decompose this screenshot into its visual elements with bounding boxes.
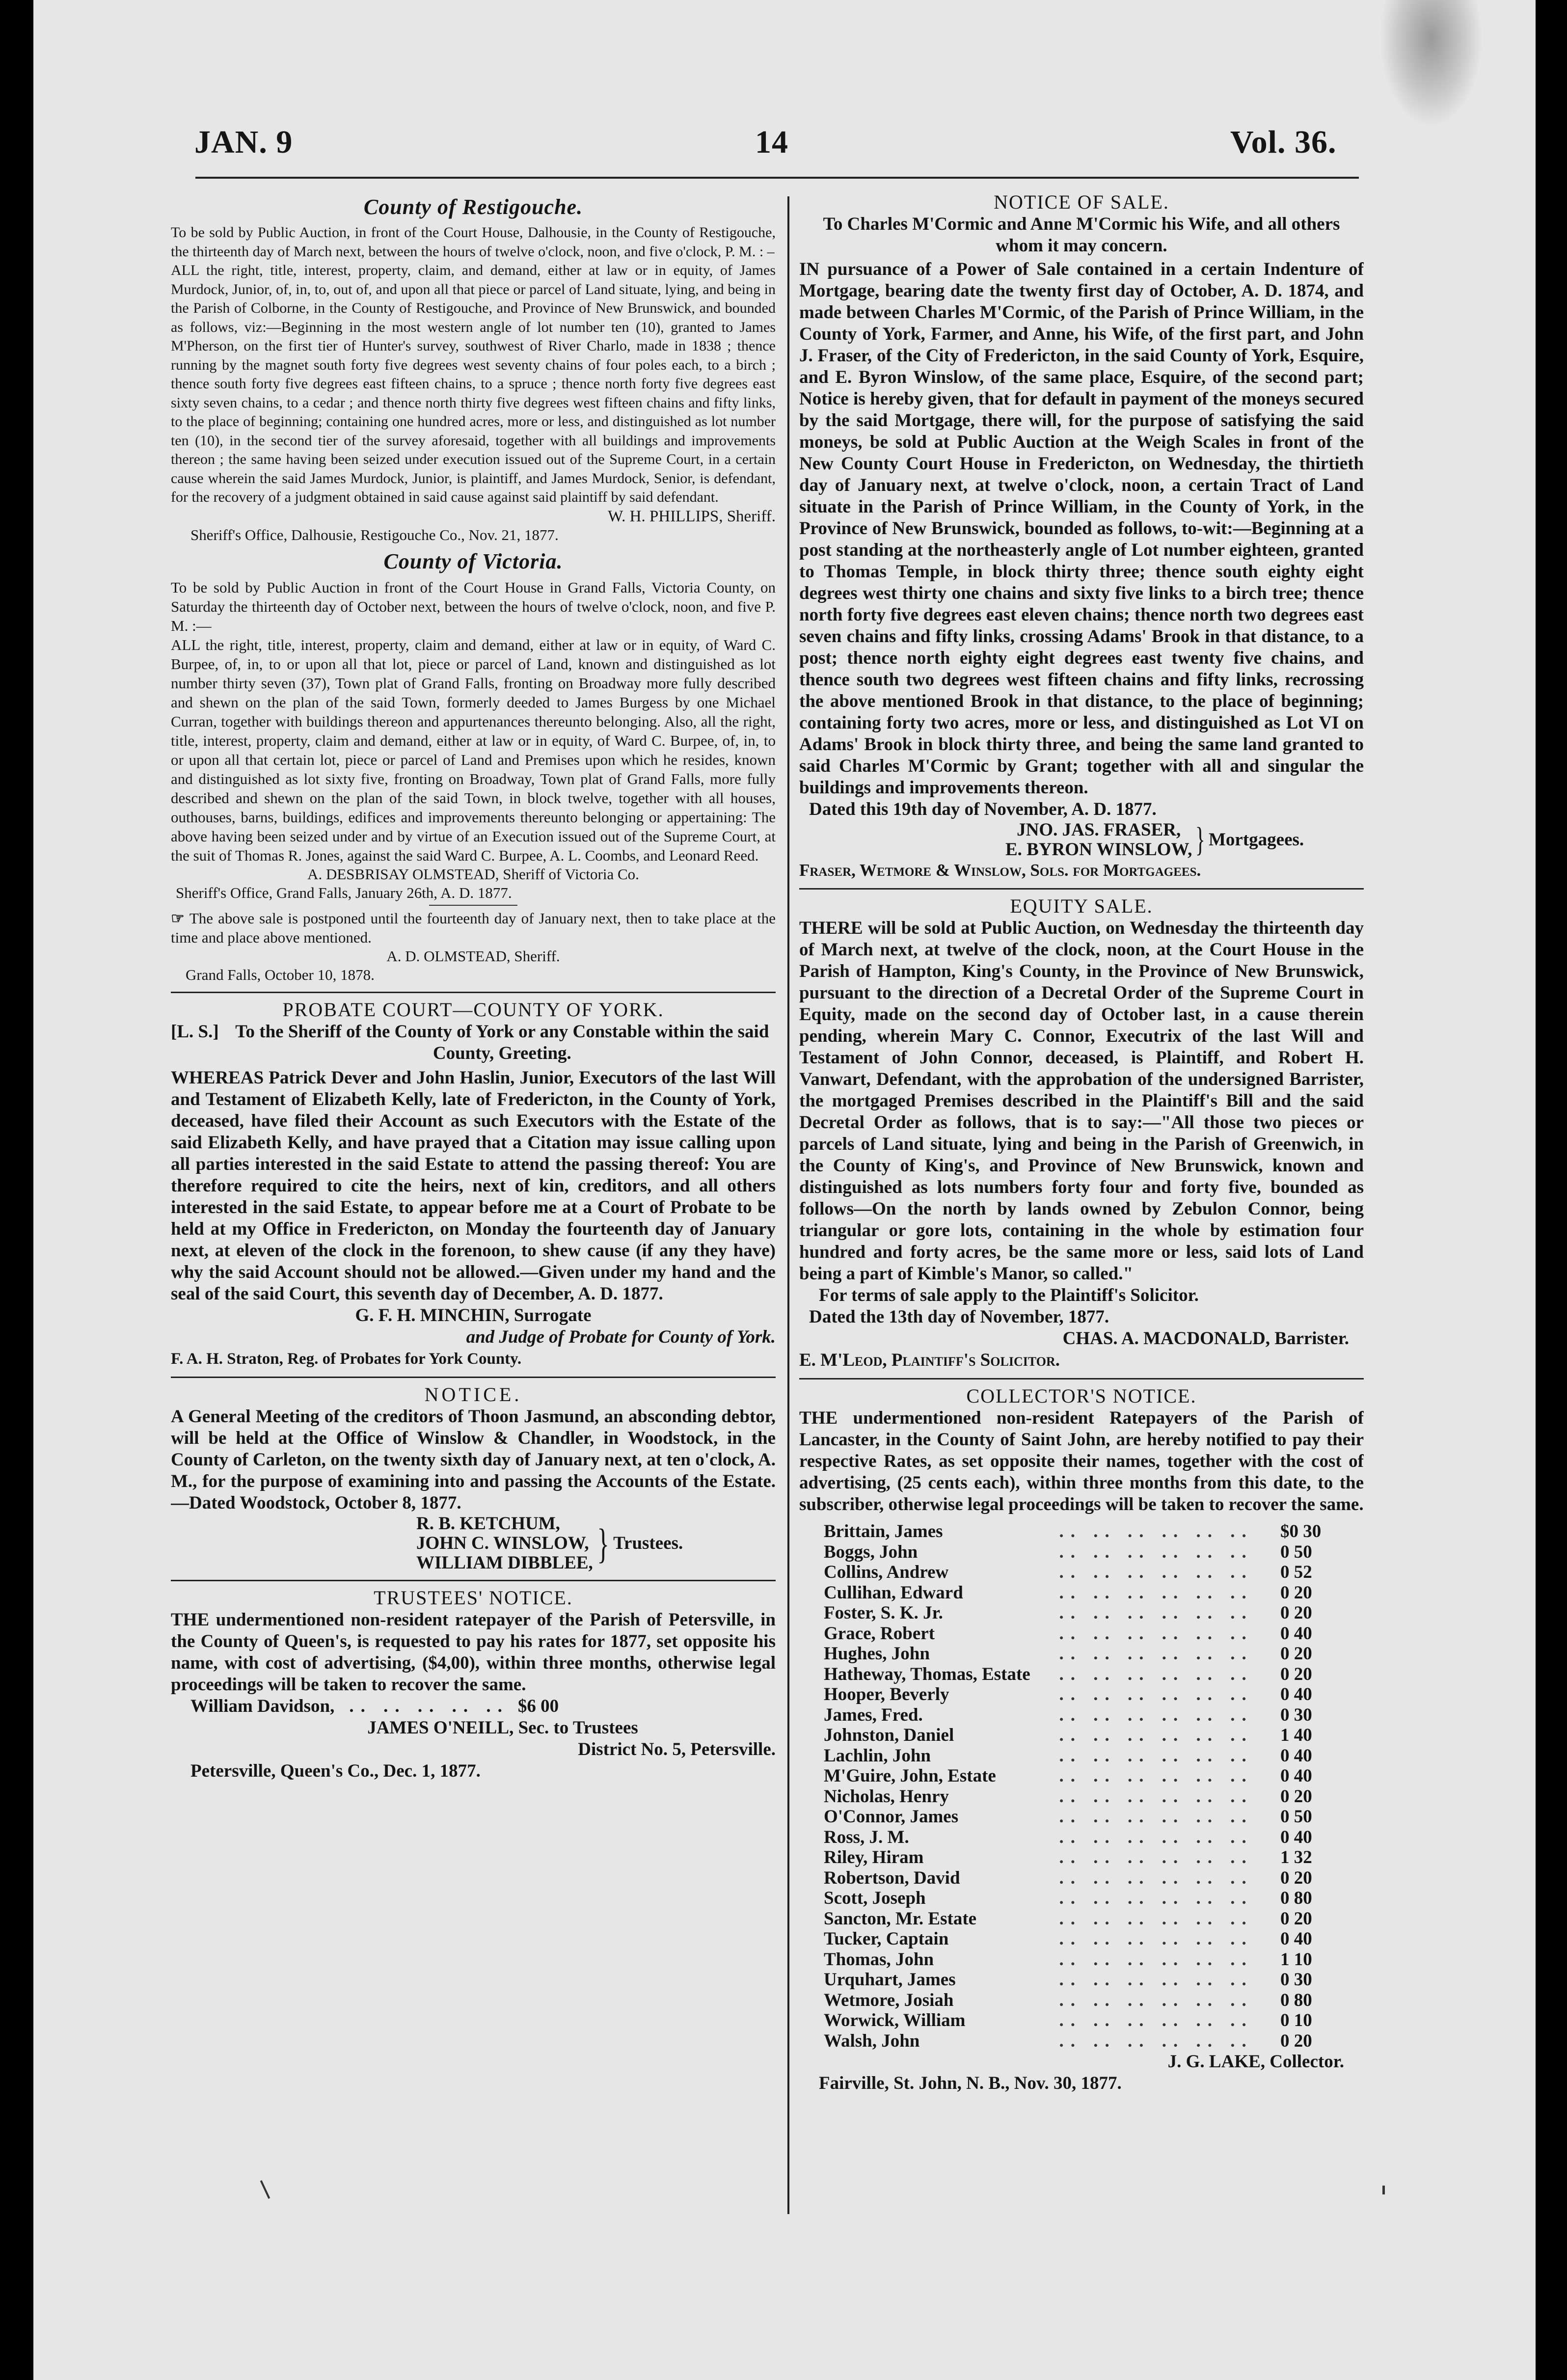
table-row	[824, 1664, 1344, 1685]
dot-leader: .. .. .. .. .. ..	[1059, 1766, 1253, 1786]
ratepayer-name: M'Guire, John, Estate	[824, 1766, 996, 1786]
victoria-dateline: Sheriff's Office, Grand Falls, January 26th, A. D. 1877.	[176, 884, 512, 901]
victoria-heading: County of Victoria.	[383, 549, 563, 573]
rate-amount: 0 20	[1280, 1603, 1312, 1623]
dot-leader: .. .. .. .. .. ..	[1059, 1970, 1253, 1990]
restigouche-signature: W. H. PHILLIPS, Sheriff.	[608, 507, 776, 525]
dot-leader: .. .. .. .. .. ..	[1059, 1786, 1253, 1807]
column-divider	[787, 196, 789, 2214]
rate-amount: 0 30	[1280, 1970, 1312, 1990]
ratepayer-name: Collins, Andrew	[824, 1562, 949, 1582]
sale-mortgagees	[1005, 820, 1364, 860]
dot-leader: .. .. .. .. .. ..	[1059, 1908, 1253, 1929]
table-row	[824, 1644, 1344, 1664]
rate-amount: 0 40	[1280, 1766, 1312, 1786]
ratepayer-name: Johnston, Daniel	[824, 1725, 954, 1745]
probate-address	[171, 1021, 776, 1064]
divider	[429, 905, 517, 906]
ratepayer-name: Grace, Robert	[824, 1623, 935, 1644]
ratepayer-name: Thomas, John	[824, 1949, 934, 1970]
collector-dateline: Fairville, St. John, N. B., Nov. 30, 1877.	[819, 2073, 1122, 2093]
dot-leader: .. .. .. .. .. ..	[1059, 1949, 1253, 1970]
dot-leader: .. .. .. .. .. ..	[1059, 1807, 1253, 1827]
brace: }	[597, 1519, 609, 1567]
rate-amount: 0 40	[1280, 1684, 1312, 1704]
ratepayer-name: Walsh, John	[824, 2030, 920, 2051]
notice-trustees	[416, 1514, 776, 1573]
left-column	[171, 190, 776, 2233]
ratepayer-name: Foster, S. K. Jr.	[824, 1603, 943, 1623]
table-row	[824, 1970, 1344, 1990]
table-row	[824, 1888, 1344, 1909]
table-row	[824, 2031, 1344, 2052]
victoria-signature: A. DESBRISAY OLMSTEAD, Sheriff of Victoria Co.	[307, 865, 639, 883]
table-row	[824, 1949, 1344, 1970]
ratepayer-name: Lachlin, John	[824, 1745, 931, 1766]
victoria-postpone-date: Grand Falls, October 10, 1878.	[186, 966, 375, 983]
collector-notice	[799, 1384, 1364, 2094]
dot-leader: .. .. .. .. ..	[349, 1696, 509, 1716]
restigouche-body: ALL the right, title, interest, property, claim, and demand, either at law or in equity, of James Murdock, Junior, of, in, to, out of, and upon all that piece or parcel of Land situate, lying, and being in the Parish of Colborne, in the County of Restigouche, and Province of New Brunswick, and bounded as follows, viz:—Beginning in the most western angle of lot number ten (10), granted to James M'Pherson, on the first tier of Hunter's survey, southwest of River Charlo, made in 1838 ; thence running by the magnet south forty five degrees west seventy chains of four poles each, to a birch ; thence south forty five degrees east fifteen chains, to a spruce ; thence north forty five degrees east sixty seven chains, to a cedar ; and thence north thirty five degrees west fifteen chains and fifty links, to the place of beginning; containing one hundred acres, more or less, and distinguished as lot number ten (10), in the second tier of the survey aforesaid, together with all buildings and improvements thereon ; the same having been seized under execution issued out of the Supreme Court, in a certain cause wherein the said James Murdock, Junior, is plaintiff, and James Murdock, Senior, is defendant, for the recovery of a judgment obtained in said cause against said plaintiff by said defendant.	[171, 262, 776, 505]
dot-leader: .. .. .. .. .. ..	[1059, 1644, 1253, 1664]
rate-amount: $0 30	[1280, 1521, 1322, 1542]
creditors-notice	[171, 1383, 776, 1573]
ratepayer-name: Hughes, John	[824, 1644, 930, 1664]
section-rule	[799, 1378, 1364, 1379]
collector-rows	[824, 1521, 1344, 2051]
ratepayer-name: Hatheway, Thomas, Estate	[824, 1664, 1030, 1684]
table-row	[824, 1807, 1344, 1827]
sale-solicitors: Fraser, Wetmore & Winslow, Sols. for Mortgagees.	[799, 861, 1201, 880]
probate-notice	[171, 998, 776, 1370]
rate-amount: 0 40	[1280, 1929, 1312, 1949]
header-rule	[195, 177, 1359, 179]
dot-leader: .. .. .. .. .. ..	[1059, 1745, 1253, 1766]
dot-leader: .. .. .. .. .. ..	[1059, 1888, 1253, 1908]
dot-leader: .. .. .. .. .. ..	[1059, 1684, 1253, 1704]
victoria-postpone-block	[171, 909, 776, 947]
table-row	[824, 1766, 1344, 1786]
ratepayer-name: Wetmore, Josiah	[824, 1990, 954, 2010]
ratepayer-name: Tucker, Captain	[824, 1929, 949, 1949]
dot-leader: .. .. .. .. .. ..	[1059, 1542, 1253, 1562]
ratepayer-name: Boggs, John	[824, 1542, 918, 1562]
notice-title: NOTICE.	[424, 1383, 522, 1406]
ratepayer-name: Scott, Joseph	[824, 1888, 926, 1908]
table-row	[824, 1623, 1344, 1644]
dot-leader: .. .. .. .. .. ..	[1059, 1704, 1253, 1725]
equity-body: THERE will be sold at Public Auction, on Wednesday the thirteenth day of March next, at twelve of the clock, noon, at the Court House in the Parish of Hampton, King's County, in the Province of New Brunswick, pursuant to the direction of a Decretal Order of the Supreme Court in Equity, made on the second day of October last, in a cause therein pending, wherein Mary C. Connor, Executrix of the last Will and Testament of John Connor, deceased, is Plaintiff, and Robert H. Vanwart, Defendant, with the approbation of the undersigned Barrister, the mortgaged Premises described in the Plaintiff's Bill and the said Decretal Order as follows, that is to say:—"All those two pieces or parcels of Land situate, lying and being in the Parish of Greenwich, in the County of King's, and Province of New Brunswick, known and distinguished as lots numbers forty four and forty five, bounded as follows—On the north by lands owned by Zebulon Connor, being triangular or gore lots, containing in the whole by estimation four hundred and forty acres, be the same more or less, said lots of Land being a part of Kimble's Manor, so called."	[799, 918, 1364, 1284]
mortgagees-label: Mortgagees.	[1209, 830, 1304, 850]
equity-dated: Dated the 13th day of November, 1877.	[809, 1307, 1109, 1327]
dot-leader: .. .. .. .. .. ..	[1059, 2010, 1253, 2030]
ratepayer-name: Brittain, James	[824, 1521, 943, 1542]
victoria-notice	[171, 549, 776, 985]
equity-signature: CHAS. A. MACDONALD, Barrister.	[1062, 1328, 1349, 1349]
dot-leader: .. .. .. .. .. ..	[1059, 1623, 1253, 1644]
mortgagee-names	[1005, 820, 1192, 860]
table-row	[824, 1705, 1344, 1726]
rate-amount: 0 20	[1280, 2030, 1312, 2051]
dot-leader: .. .. .. .. .. ..	[1059, 1725, 1253, 1745]
trustee-names	[416, 1514, 593, 1573]
rate-amount: 0 50	[1280, 1542, 1312, 1562]
entry-amount: $6 00	[517, 1696, 559, 1716]
brace: }	[1195, 821, 1206, 859]
dot-leader: .. .. .. .. .. ..	[1059, 1827, 1253, 1847]
trustees-notice	[171, 1586, 776, 1782]
table-row	[824, 1684, 1344, 1705]
sale-to: To Charles M'Cormic and Anne M'Cormic his Wife, and all others whom it may concern.	[823, 214, 1340, 256]
table-row	[824, 1868, 1344, 1889]
rate-amount: 0 80	[1280, 1888, 1312, 1908]
dot-leader: .. .. .. .. .. ..	[1059, 1664, 1253, 1684]
equity-solicitor: E. M'Leod, Plaintiff's Solicitor.	[799, 1350, 1060, 1370]
table-row	[824, 1725, 1344, 1746]
ratepayer-name: Hooper, Beverly	[824, 1684, 949, 1704]
probate-to: To the Sheriff of the County of York or any Constable within the said County, Greeting.	[235, 1021, 769, 1063]
table-row	[824, 1562, 1344, 1583]
rate-amount: 1 32	[1280, 1847, 1312, 1867]
rate-amount: 0 30	[1280, 1704, 1312, 1725]
header-page-number: 14	[755, 124, 788, 160]
table-row	[824, 1847, 1344, 1868]
header-volume: Vol. 36.	[1230, 124, 1337, 160]
rate-amount: 0 52	[1280, 1562, 1312, 1582]
dot-leader: .. .. .. .. .. ..	[1059, 1929, 1253, 1949]
rate-amount: 0 20	[1280, 1867, 1312, 1888]
probate-registrar: F. A. H. Straton, Reg. of Probates for York County.	[171, 1350, 522, 1368]
equity-terms: For terms of sale apply to the Plaintiff's Solicitor.	[819, 1285, 1199, 1305]
rate-amount: 0 20	[1280, 1582, 1312, 1603]
rate-amount: 0 40	[1280, 1623, 1312, 1644]
dot-leader: .. .. .. .. .. ..	[1059, 1867, 1253, 1888]
rate-amount: 0 20	[1280, 1664, 1312, 1684]
rate-amount: 0 20	[1280, 1644, 1312, 1664]
trustees-notice-dateline: Petersville, Queen's Co., Dec. 1, 1877.	[190, 1760, 481, 1781]
victoria-body: ALL the right, title, interest, property, claim and demand, either at law or in equity, of Ward C. Burpee, of, in, to or upon all that lot, piece or parcel of Land, known and distinguished as lot number thirty seven (37), Town plat of Grand Falls, fronting on Broadway more fully described and shewn on the plan of the said Town, formerly deeded to James Burgess by one Michael Curran, together with buildings thereon and appurtenances thereunto belonging. Also, all the right, title, interest, property, claim and demand, either at law or in equity, of Ward C. Burpee, of, in, to or upon all that certain lot, piece or parcel of Land and Premises upon which he resides, known and distinguished as lot sixty five, fronting on Broadway, Town plat of Grand Falls, more fully described and shewn on the plan of the said Town, in block twelve, together with all houses, outhouses, barns, buildings, edifices and improvements thereunto belonging or appertaining: The above having been seized under and by virtue of an Execution issued out of the Supreme Court, at the suit of Thomas R. Jones, against the said Ward C. Burpee, A. L. Coombs, and Leonard Reed.	[171, 636, 776, 864]
ratepayer-name: Cullihan, Edward	[824, 1582, 963, 1603]
probate-body: WHEREAS Patrick Dever and John Haslin, Junior, Executors of the last Will and Testament of Elizabeth Kelly, late of Fredericton, in the County of York, deceased, have filed their Account as such Executors with the Estate of the said Elizabeth Kelly, and have prayed that a Citation may issue calling upon all parties interested in the said Estate to attend the passing thereof: You are therefore required to cite the heirs, next of kin, creditors, and all others interested in the said Estate, to appear before me at a Court of Probate to be held at my Office in Fredericton, on Monday the fourteenth day of January next, at eleven of the clock in the forenoon, to shew cause (if any they have) why the said Account should not be allowed.—Given under my hand and the seal of the said Court, this seventh day of December, A. D. 1877.	[171, 1067, 776, 1304]
ratepayer-name: Nicholas, Henry	[824, 1786, 949, 1807]
ratepayer-name: Ross, J. M.	[824, 1827, 909, 1847]
ratepayer-name: Riley, Hiram	[824, 1847, 924, 1867]
rate-amount: 0 20	[1280, 1908, 1312, 1929]
pointing-hand-icon: ☞	[171, 909, 189, 927]
entry-name: William Davidson,	[190, 1696, 335, 1716]
table-row	[824, 1746, 1344, 1766]
ratepayer-name: James, Fred.	[824, 1704, 923, 1725]
probate-signature-1: G. F. H. MINCHIN, Surrogate	[355, 1305, 592, 1325]
collector-body: THE undermentioned non-resident Ratepayers of the Parish of Lancaster, in the County of Saint John, are hereby notified to pay their respective Rates, as set opposite their names, together with the cost of advertising, (25 cents each), within three months from this date, to the subscriber, otherwise legal proceedings will be taken to recover the same.	[799, 1408, 1364, 1515]
collector-table	[824, 1521, 1344, 2051]
dot-leader: .. .. .. .. .. ..	[1059, 1847, 1253, 1867]
ratepayer-name: Urquhart, James	[824, 1970, 956, 1990]
dot-leader: .. .. .. .. .. ..	[1059, 2030, 1253, 2051]
ratepayer-name: Sancton, Mr. Estate	[824, 1908, 977, 1929]
rate-amount: 0 50	[1280, 1807, 1312, 1827]
ratepayer-name: O'Connor, James	[824, 1807, 959, 1827]
trustee-name: JOHN C. WINSLOW,	[416, 1533, 589, 1553]
probate-seal: [L. S.]	[171, 1021, 219, 1042]
rate-amount: 0 40	[1280, 1827, 1312, 1847]
trustees-notice-entry	[171, 1696, 776, 1717]
rate-amount: 0 20	[1280, 1786, 1312, 1807]
trustees-label: Trustees.	[613, 1533, 683, 1553]
section-rule	[171, 1580, 776, 1581]
sale-notice	[799, 190, 1364, 881]
rate-amount: 1 40	[1280, 1725, 1312, 1745]
table-row	[824, 1827, 1344, 1848]
table-row	[824, 1990, 1344, 2011]
mortgagee-name: JNO. JAS. FRASER,	[1017, 820, 1181, 840]
rate-amount: 1 10	[1280, 1949, 1312, 1970]
mortgagee-name: E. BYRON WINSLOW,	[1005, 839, 1192, 860]
notice-body: A General Meeting of the creditors of Thoon Jasmund, an absconding debtor, will be held at the Office of Winslow & Chandler, in Woodstock, in the County of Carleton, on the twenty sixth day of January next, at ten o'clock, A. M., for the purpose of examining into and passing the Accounts of the Estate.—Dated Woodstock, October 8, 1877.	[171, 1406, 776, 1513]
trustees-notice-signature-2: District No. 5, Petersville.	[578, 1739, 776, 1759]
equity-title: EQUITY SALE.	[1010, 895, 1153, 917]
dot-leader: .. .. .. .. .. ..	[1059, 1990, 1253, 2010]
rate-amount: 0 40	[1280, 1745, 1312, 1766]
table-row	[824, 2010, 1344, 2031]
restigouche-intro: To be sold by Public Auction, in front of the Court House, Dalhousie, in the County of Restigouche, the thirteenth day of March next, between the hours of twelve o'clock, noon, and five o'clock, P. M. : –	[171, 224, 776, 260]
trustee-name: WILLIAM DIBBLEE,	[416, 1552, 593, 1573]
table-row	[824, 1583, 1344, 1603]
ratepayer-name: Robertson, David	[824, 1867, 960, 1888]
right-column	[799, 190, 1364, 2233]
dot-leader: .. .. .. .. .. ..	[1059, 1562, 1253, 1582]
header-date: JAN. 9	[194, 124, 293, 160]
victoria-postpone-signature: A. D. OLMSTEAD, Sheriff.	[386, 947, 560, 965]
dot-leader: .. .. .. .. .. ..	[1059, 1582, 1253, 1603]
table-row	[824, 1603, 1344, 1623]
trustees-notice-signature-1: JAMES O'NEILL, Sec. to Trustees	[367, 1717, 638, 1738]
section-rule	[799, 888, 1364, 890]
dot-leader: .. .. .. .. .. ..	[1059, 1521, 1253, 1542]
page-stain	[1379, 0, 1483, 128]
rate-amount: 0 80	[1280, 1990, 1312, 2010]
sale-body: IN pursuance of a Power of Sale contained in a certain Indenture of Mortgage, bearing date the twenty first day of October, A. D. 1874, and made between Charles M'Cormic, of the Parish of Prince William, in the County of York, Farmer, and Anne, his Wife, of the first part, and John J. Fraser, of the City of Fredericton, in the said County of York, Esquire, and E. Byron Winslow, of the same place, Esquire, of the second part; Notice is hereby given, that for default in payment of the moneys secured by the said Mortgage, there will, for the purpose of satisfying the said moneys, be sold at Public Auction at the Weigh Scales in front of the New County Court House in Fredericton, on Wednesday, the thirtieth day of January next, at twelve o'clock, noon, a certain Tract of Land situate in the Parish of Prince William, in the County of York, in the Province of New Brunswick, bounded as follows, to-wit:—Beginning at a post standing at the northeasterly angle of Lot number eighteen, granted to Thomas Temple, in block thirty three; thence south eighty eight degrees west thirty one chains and sixty five links to a birch tree; thence north forty five degrees east eleven chains; thence north two degrees east seven chains and fifty links, crossing Adams' Brook in that distance, to a post; thence north eighty eight degrees east twenty five chains, and thence south two degrees west fifteen chains and fifty links, recrossing the above mentioned Brook in that distance, to the place of beginning; containing forty two acres, more or less, and distinguished as Lot VI on Adams' Brook in block thirty three, and being the same land granted to said Charles M'Cormic by Grant; together with all and singular the buildings and improvements thereon.	[799, 259, 1364, 798]
newspaper-page	[33, 0, 1536, 2380]
rate-amount: 0 10	[1280, 2010, 1312, 2030]
restigouche-notice	[171, 194, 776, 545]
dot-leader: .. .. .. .. .. ..	[1059, 1603, 1253, 1623]
probate-title: PROBATE COURT—COUNTY OF YORK.	[282, 998, 664, 1021]
collector-signature: J. G. LAKE, Collector.	[1167, 2052, 1344, 2072]
sale-title: NOTICE OF SALE.	[994, 191, 1169, 213]
section-rule	[171, 1377, 776, 1378]
restigouche-heading: County of Restigouche.	[363, 195, 583, 219]
sale-dated: Dated this 19th day of November, A. D. 1877.	[809, 799, 1157, 819]
table-row	[824, 1786, 1344, 1807]
trustee-name: R. B. KETCHUM,	[416, 1513, 560, 1534]
table-row	[824, 1929, 1344, 1949]
table-row	[824, 1542, 1344, 1563]
restigouche-dateline: Sheriff's Office, Dalhousie, Restigouche Co., Nov. 21, 1877.	[190, 526, 559, 543]
section-rule	[171, 992, 776, 993]
trustees-notice-body: THE undermentioned non-resident ratepayer of the Parish of Petersville, in the County of Queen's, is requested to pay his rates for 1877, set opposite his name, with cost of advertising, ($4,00), within three months, otherwise legal proceedings will be taken to recover the same.	[171, 1609, 776, 1695]
collector-title: COLLECTOR'S NOTICE.	[966, 1385, 1197, 1407]
page-speck	[1382, 2186, 1385, 2194]
table-row	[824, 1521, 1344, 1542]
victoria-postpone: The above sale is postponed until the fourteenth day of January next, then to take place at the time and place above mentioned.	[171, 909, 776, 946]
probate-signature-2: and Judge of Probate for County of York.	[466, 1326, 776, 1347]
ratepayer-name: Worwick, William	[824, 2010, 966, 2030]
equity-notice	[799, 894, 1364, 1371]
trustees-notice-title: TRUSTEES' NOTICE.	[374, 1586, 573, 1609]
victoria-intro: To be sold by Public Auction in front of the Court House in Grand Falls, Victoria County, on Saturday the thirteenth day of October next, between the hours of twelve o'clock, noon, and five P. M. :—	[171, 578, 776, 634]
table-row	[824, 1909, 1344, 1929]
